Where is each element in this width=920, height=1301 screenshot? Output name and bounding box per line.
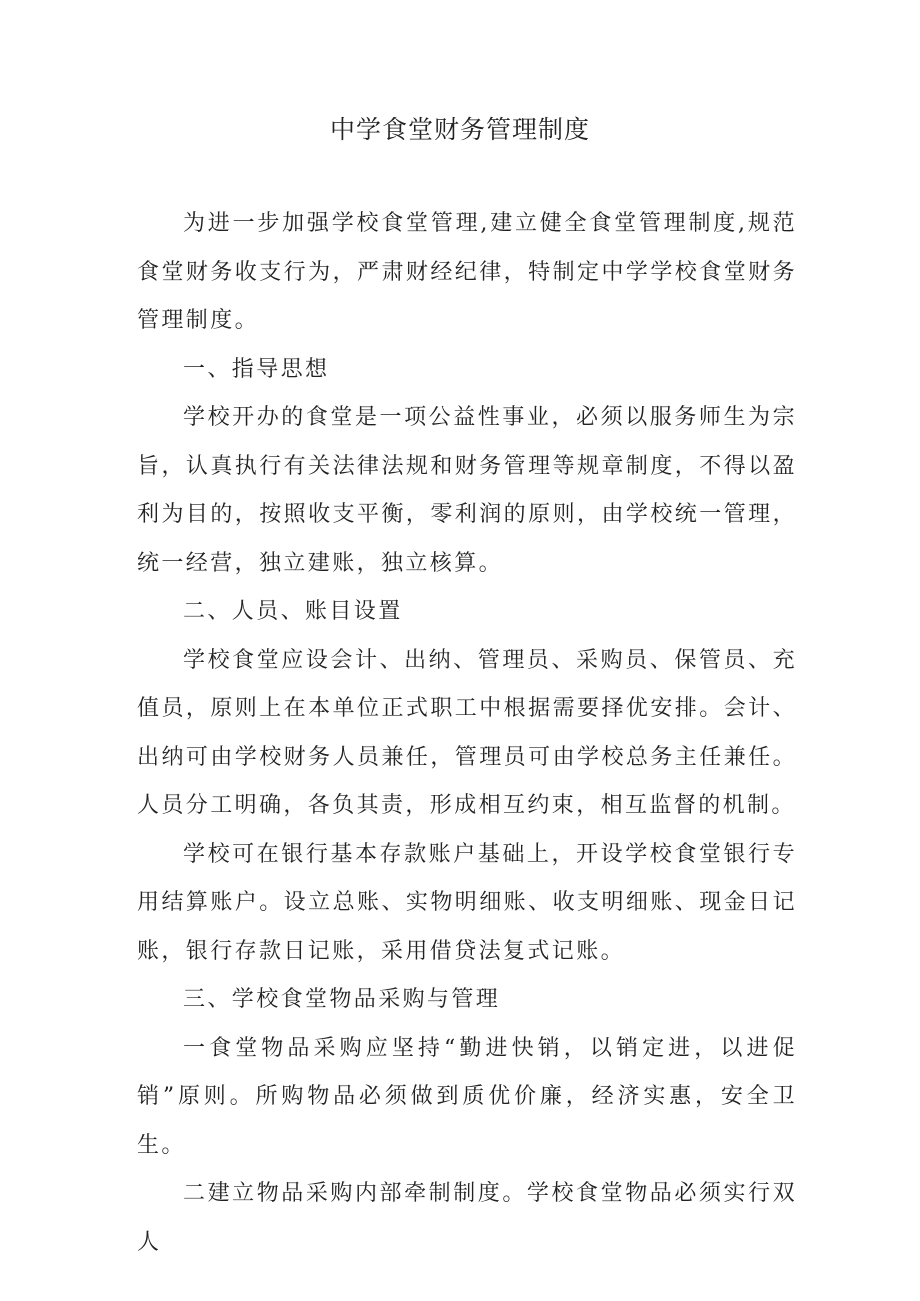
procurement-paragraph-1: 一食堂物品采购应坚持“勤进快销，以销定进，以进促销”原则。所购物品必须做到质优价廉，经济实惠，安全卫生。: [137, 1035, 797, 1158]
section-heading-procurement: 三、学校食堂物品采购与管理: [183, 987, 501, 1012]
document-body: [137, 200, 797, 1267]
section-heading-personnel-accounts: 二、人员、账目设置: [183, 599, 403, 624]
guiding-ideology-paragraph: 学校开办的食堂是一项公益性事业，必须以服务师生为宗旨，认真执行有关法律法规和财务管理等规章制度，不得以盈利为目的，按照收支平衡，零利润的原则，由学校统一管理，统一经营，独立建账，独立核算。: [137, 405, 797, 576]
section-heading-guiding-ideology: 一、指导思想: [183, 356, 330, 382]
personnel-paragraph: 学校食堂应设会计、出纳、管理员、采购员、保管员、充值员，原则上在本单位正式职工中根据需要择优安排。会计、出纳可由学校财务人员兼任，管理员可由学校总务主任兼任。人员分工明确，各负其责，形成相互约束，相互监督的机制。: [137, 647, 797, 818]
document-title: 中学食堂财务管理制度: [329, 115, 590, 144]
intro-paragraph: 为进一步加强学校食堂管理,建立健全食堂管理制度,规范食堂财务收支行为，严肃财经纪律，特制定中学学校食堂财务管理制度。: [137, 211, 797, 333]
accounts-paragraph: 学校可在银行基本存款账户基础上，开设学校食堂银行专用结算账户。设立总账、实物明细账、收支明细账、现金日记账，银行存款日记账，采用借贷法复式记账。: [137, 841, 797, 964]
procurement-paragraph-2: 二建立物品采购内部牵制制度。学校食堂物品必须实行双人: [137, 1181, 797, 1255]
